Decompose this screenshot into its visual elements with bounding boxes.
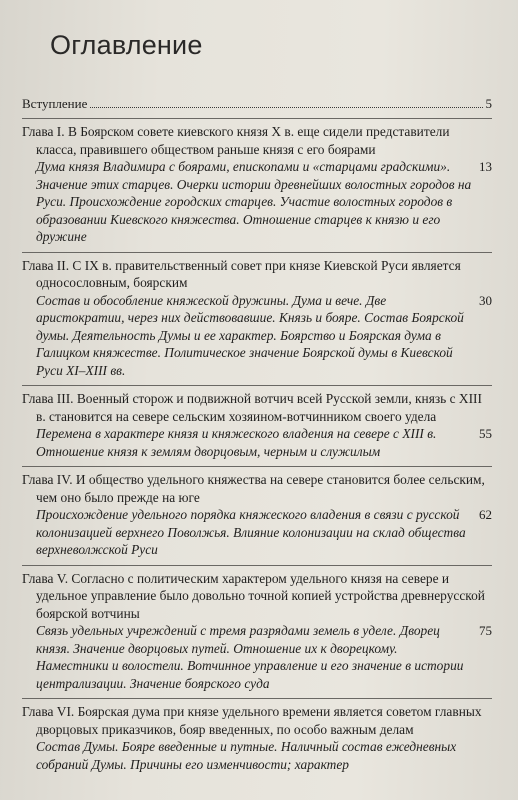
- toc-page-number: 75: [479, 623, 492, 638]
- toc-page-number: 30: [479, 292, 492, 308]
- divider: [22, 565, 492, 566]
- toc-entry-chapter: [22, 703, 492, 773]
- chapter-description-row: [22, 622, 492, 692]
- toc-entry-chapter: [22, 390, 492, 460]
- chapter-description-row: [22, 158, 492, 246]
- toc-entry-chapter: [22, 123, 492, 246]
- chapter-heading: Глава VI. Боярская дума при князе удельного времени является советом главных дворцовых приказчиков, бояр введенных, по особо важным делам: [22, 704, 482, 737]
- divider: [22, 466, 492, 467]
- chapter-description: Происхождение удельного порядка княжеского владения в связи с русской колонизацией верхнего Поволжья. Влияние колонизации на склад общества верхневолжской Руси: [36, 507, 466, 557]
- chapter-description-row: [22, 292, 492, 380]
- divider: [22, 385, 492, 386]
- divider: [22, 118, 492, 119]
- chapter-description-row: [22, 506, 492, 559]
- toc-page-number: 62: [479, 507, 492, 522]
- chapter-description: Связь удельных учреждений с тремя разрядами земель в уделе. Дворец князя. Значение дворцовых путей. Отношение их к дворецкому. Наместники и волостели. Вотчинное управление и его значение в истории централизации. Значение боярского суда: [36, 623, 464, 691]
- divider: [22, 698, 492, 699]
- chapter-heading: Глава II. С IX в. правительственный совет при князе Киевской Руси является односословным, боярским: [22, 257, 461, 290]
- toc-page-number: 13: [479, 159, 492, 174]
- chapter-description-row: [22, 738, 492, 773]
- chapter-description: Перемена в характере князя и княжеского владения на севере с XIII в. Отношение князя к землям дворцовым, черным и служилым: [36, 426, 437, 459]
- toc-entry-chapter: [22, 257, 492, 380]
- toc-entry-label: Вступление: [22, 96, 88, 111]
- divider: [22, 252, 492, 253]
- dot-leader: [90, 107, 482, 108]
- chapter-description: Состав и обособление княжеской дружины. Дума и вече. Две аристократии, через них действовавшие. Князь и бояре. Состав Боярской думы. Деятельность Думы и ее характер. Боярство и Боярская дума в Галицком княжестве. Политическое значение Боярской думы в Киевской Руси XI–XIII вв.: [36, 292, 464, 378]
- toc-page-number: 5: [485, 96, 492, 111]
- toc-entry-intro: [22, 96, 492, 112]
- chapter-heading: Глава V. Согласно с политическим характером удельного князя на севере и удельное управление было довольно точной копией устройства древнерусской боярской вотчины: [22, 570, 485, 621]
- chapter-heading: Глава I. В Боярском совете киевского князя X в. еще сидели представители класса, правившего обществом раньше князя с его боярами: [22, 124, 450, 157]
- chapter-description: Состав Думы. Бояре введенные и путные. Наличный состав ежедневных собраний Думы. Причины его изменчивости; характер: [36, 739, 457, 772]
- chapter-heading: Глава III. Военный сторож и подвижной вотчич всей Русской земли, князь с XIII в. становится на севере сельским хозяином-вотчинником своего удела: [22, 391, 482, 424]
- chapter-description: Дума князя Владимира с боярами, епископами и «старцами градскими». Значение этих старцев. Очерки истории древнейших волостных городов на Руси. Происхождение городских старцев. Участие волостных городов в образовании Киевского княжества. Отношение старцев к князю и его дружине: [36, 159, 472, 244]
- chapter-list: [22, 123, 492, 773]
- chapter-description-row: [22, 425, 492, 460]
- toc-page-number: 55: [479, 426, 492, 441]
- page-title: Оглавление: [50, 30, 203, 60]
- chapter-heading: Глава IV. И общество удельного княжества на севере становится более сельским, чем оно было прежде на юге: [22, 472, 485, 505]
- toc-entry-chapter: [22, 471, 492, 559]
- table-of-contents: [22, 96, 492, 773]
- toc-entry-chapter: [22, 570, 492, 693]
